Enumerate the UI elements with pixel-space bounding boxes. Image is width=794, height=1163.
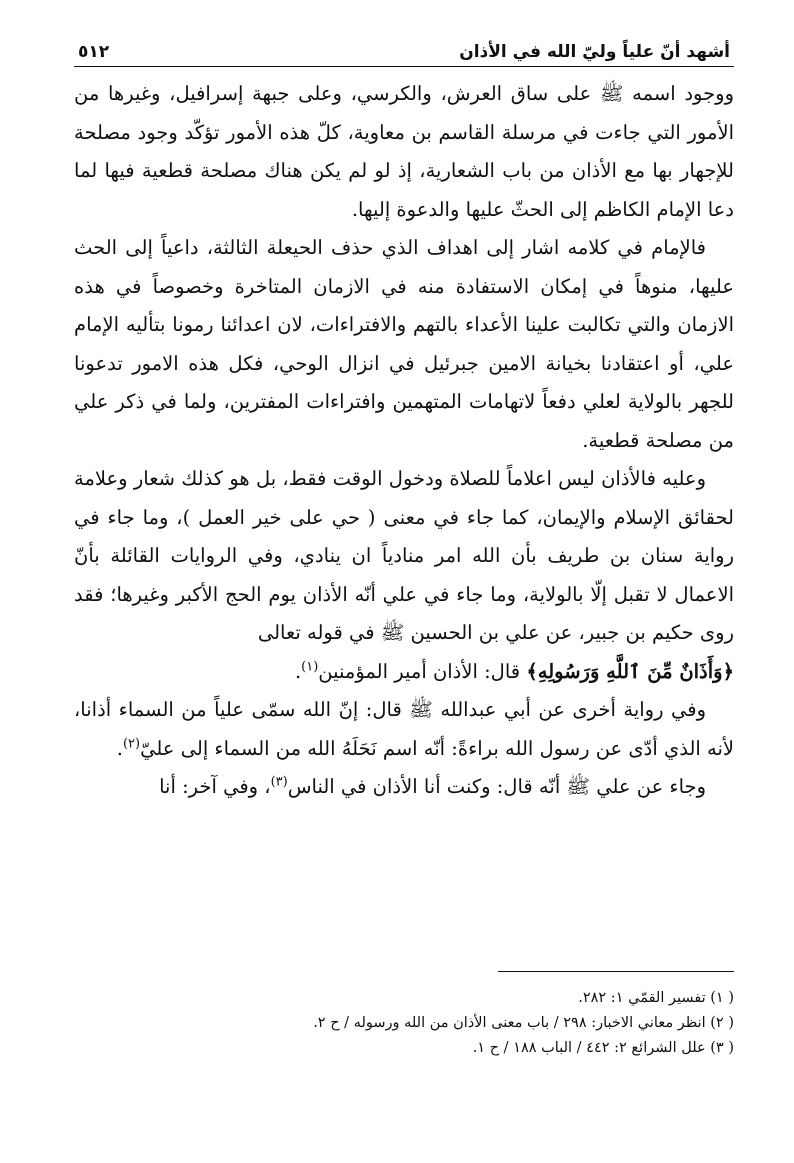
footnote-divider (498, 971, 734, 972)
paragraph-1: ووجود اسمه ﷺ على ساق العرش، والكرسي، وعلى جبهة إسرافيل، وغيرها من الأمور التي جاءت في مرسلة القاسم بن معاوية، كلّ هذه الأمور تؤكّد وجود مصلحة للإجهار بها مع الأذان من باب الشعارية، إذ لو لم يكن هناك مصلحة قطعية فيها لما دعا الإمام الكاظم إلى الحثّ عليها والدعوة إليها. (74, 82, 734, 221)
paragraph-3 (74, 460, 734, 691)
paragraph-4-text: وفي رواية أخرى عن أبي عبدالله ﷺ قال: إنّ الله سمّى علياً من السماء أذانا، لأنه الذي أدّى عن رسول الله براءةً: أنّه اسم نَحَلَهُ الله من السماء إلى عليّ (74, 698, 734, 760)
period: . (294, 659, 302, 683)
paragraph-5 (74, 768, 734, 807)
book-page (74, 28, 734, 1138)
running-header (74, 28, 734, 66)
footnote-1: ( ١) تفسير القمّي ١: ٢٨٢. (578, 990, 734, 1006)
paragraph-4 (74, 691, 734, 768)
paragraph-3-text: وعليه فالأذان ليس اعلاماً للصلاة ودخول الوقت فقط، بل هو كذلك شعار وعلامة لحقائق الإسلام والإيمان، كما جاء في معنى ( حي على خير العمل )، وما جاء في رواية سنان بن طريف بأن الله امر منادياً ان ينادي، وفي الروايات القائلة بأنّ الاعمال لا تقبل إلّا بالولاية، وما جاء في علي أنّه الأذان يوم الحج الأكبر وغيرها؛ فقد روى حكيم بن جبير، عن علي بن الحسين ﷺ في قوله تعالى (74, 467, 734, 644)
paragraph-5-tail: ، وفي آخر: أنا (159, 775, 271, 798)
paragraph-2: فالإمام في كلامه اشار إلى اهداف الذي حذف الحيعلة الثالثة، داعياً إلى الحث عليها، منوهاً في إمكان الاستفادة منه في الازمان المتاخرة وخصوصاً في هذه الازمان والتي تكالبت علينا الأعداء بالتهم والافتراءات، لان اعدائنا رمونا بتأليه الإمام علي، أو اعتقادنا بخيانة الامين جبرئيل في انزال الوحي، فكل هذه الامور تدعونا للجهر بالولاية لعلي دفعاً لاتهامات المتهمين وافتراءات المفترين، ولما في ذكر علي من مصلحة قطعية. (74, 236, 734, 452)
paragraph-5-text: وجاء عن علي ﷺ أنّه قال: وكنت أنا الأذان في الناس (287, 775, 706, 798)
main-text (74, 75, 734, 807)
period: . (116, 736, 123, 760)
footnote-marker-3[interactable]: (٣) (270, 774, 288, 790)
footnote-3: ( ٣) علل الشرائع ٢: ٤٤٢ / الباب ١٨٨ / ح ١. (472, 1040, 734, 1056)
footnote-marker-2[interactable]: (٢) (122, 736, 141, 751)
quran-verse: ﴿وَأَذَانٌ مِّنَ ٱللَّهِ وَرَسُولِهِ﴾ (526, 659, 734, 683)
header-title: أشهد أنّ علياً وليّ الله في الأذان (459, 42, 730, 62)
footnote-marker-1[interactable]: (١) (301, 659, 319, 674)
page-number: ٥١٢ (78, 42, 110, 62)
paragraph-3-tail: قال: الأذان أمير المؤمنين (318, 659, 527, 683)
header-divider (74, 66, 734, 67)
footnote-2: ( ٢) انظر معاني الاخبار: ٢٩٨ / باب معنى الأذان من الله ورسوله / ح ٢. (313, 1015, 734, 1031)
footnotes (74, 986, 734, 1061)
